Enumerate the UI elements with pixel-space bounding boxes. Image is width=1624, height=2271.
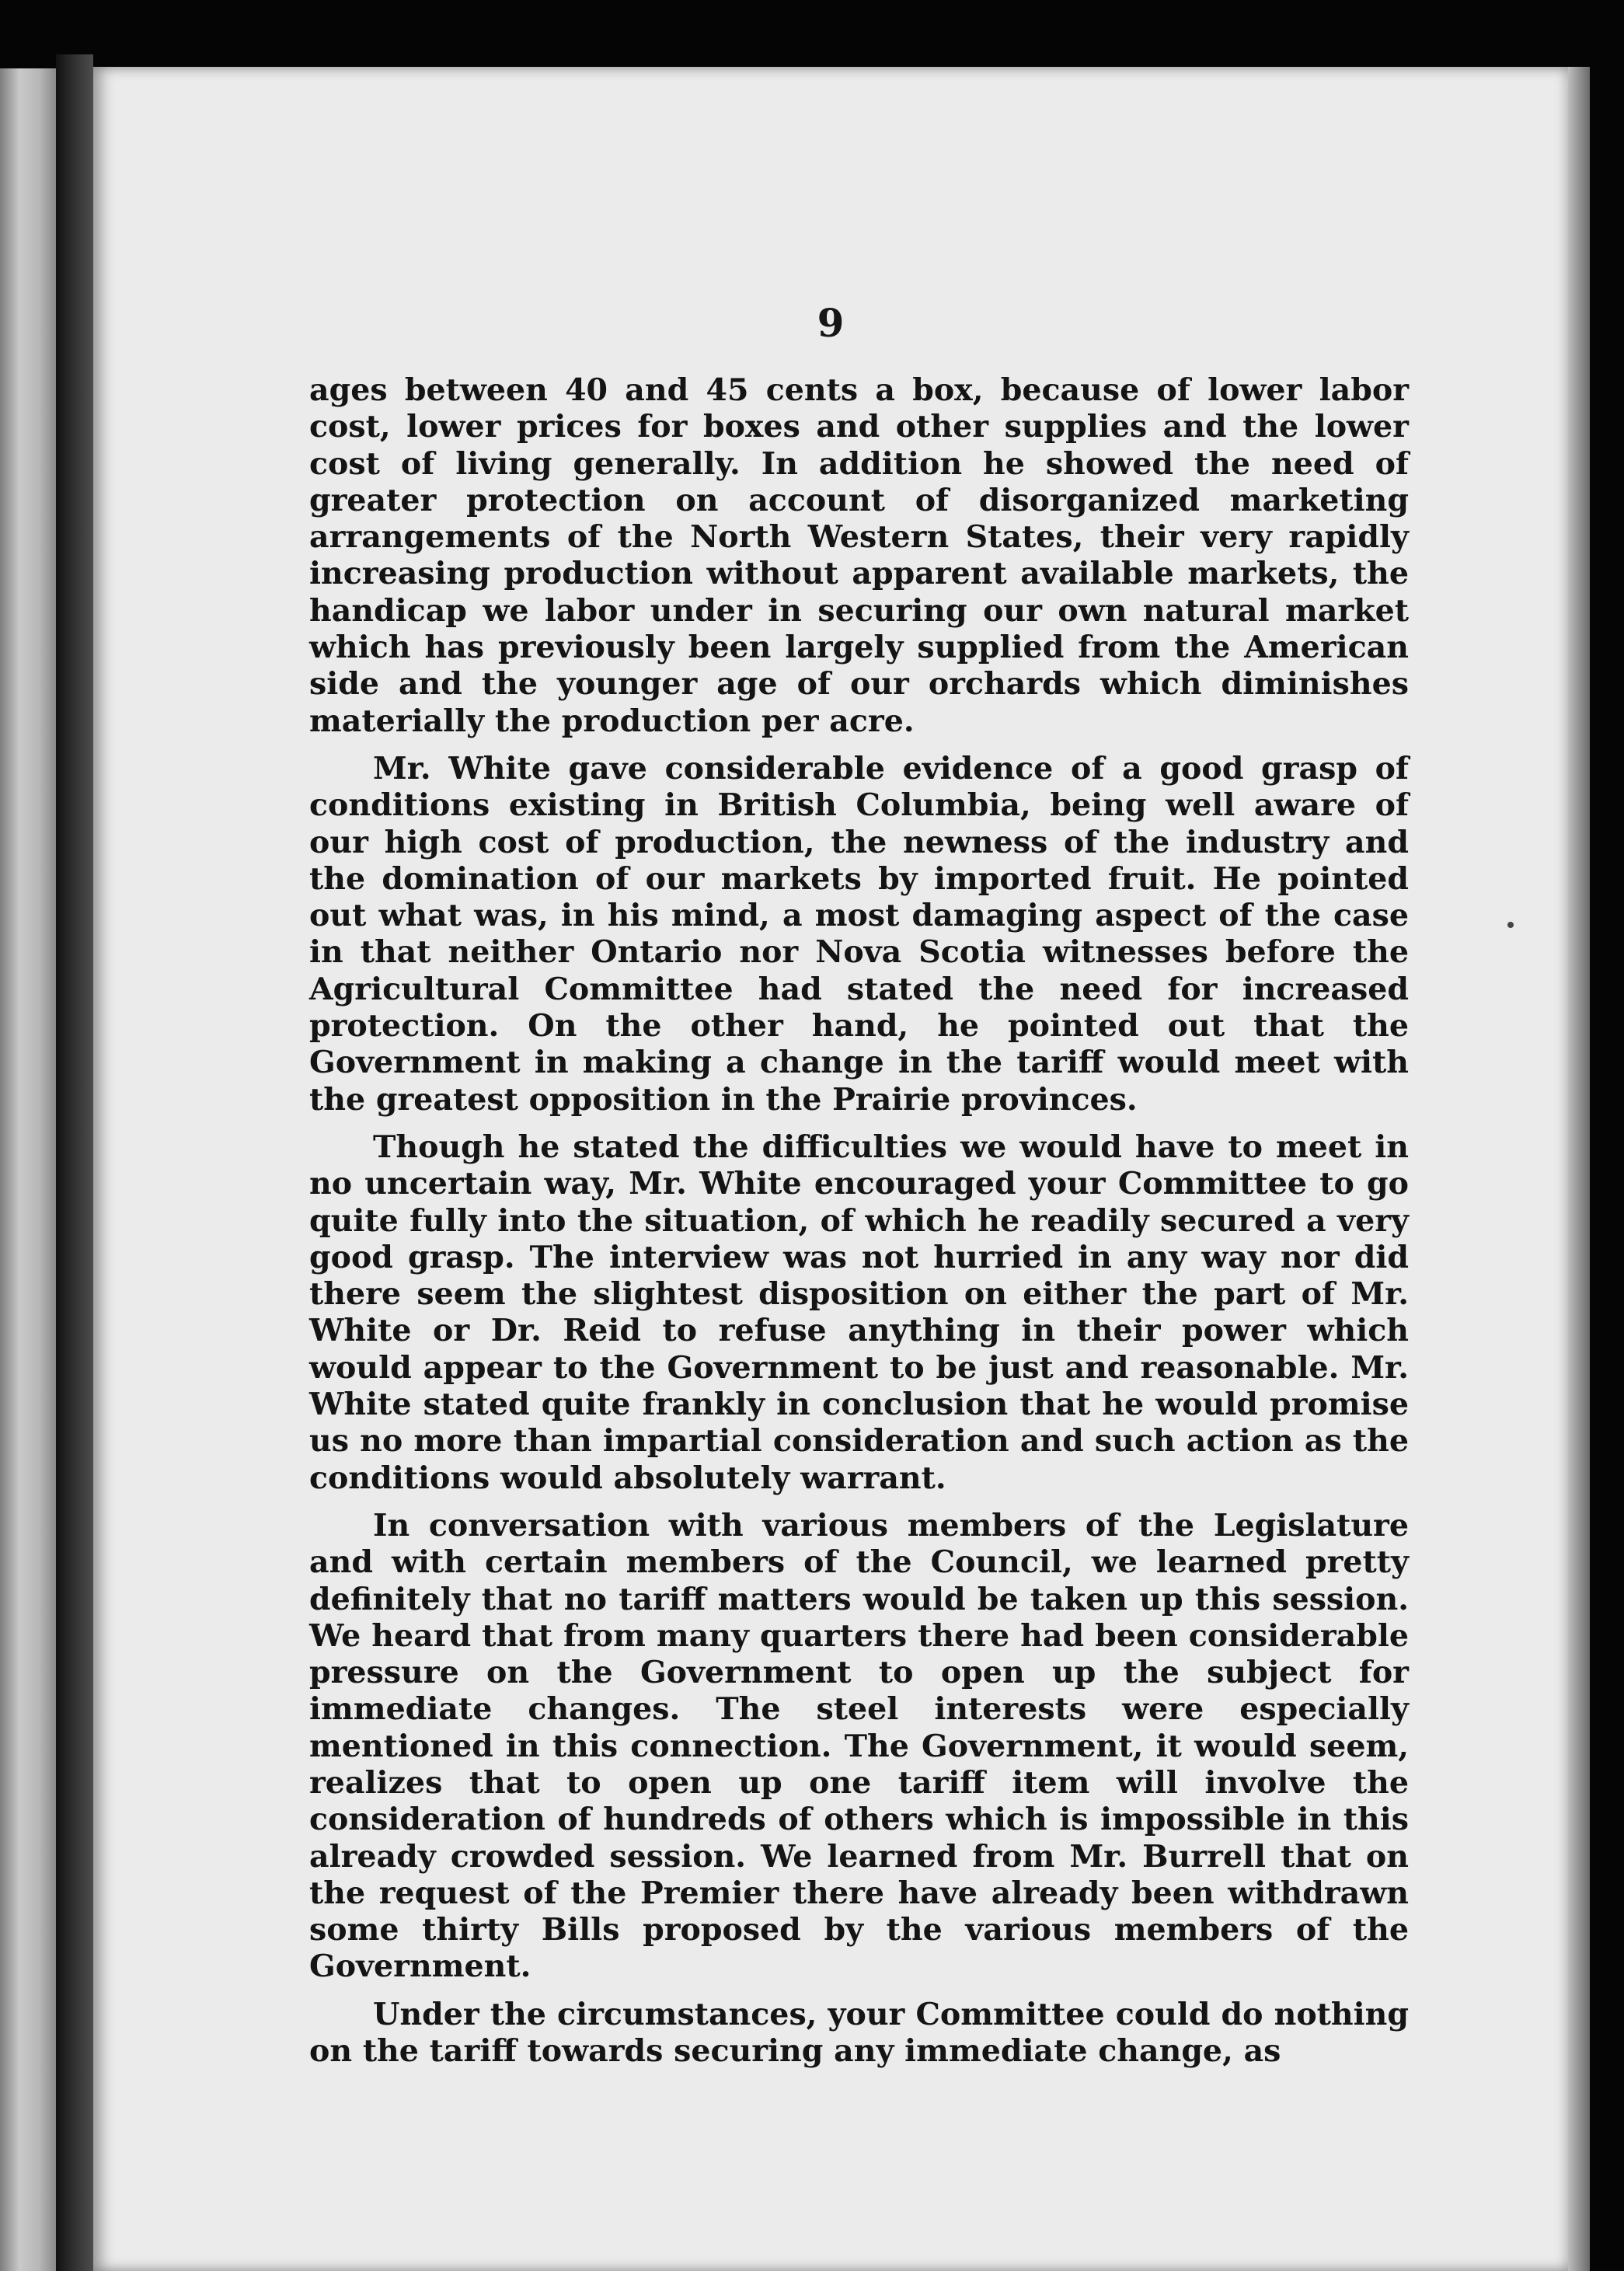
paragraph-4: In conversation with various members of the Legislature and with certain members of the Council, we learned pretty definitely that no tariff matters would be taken up this session. We heard that from many quarters there had been considerable pressure on the Government to open up the subject for immediate changes. The steel interests were especially mentioned in this connection. The Government, it would seem, realizes that to open up one tariff item will involve the consideration of hundreds of others which is impossible in this already crowded session. We learned from Mr. Burrell that on the request of the Premier there have already been withdrawn some thirty Bills proposed by the various members of the Government. — [309, 1507, 1409, 1985]
paragraph-2: Mr. White gave considerable evidence of a good grasp of conditions existing in British Columbia, being well aware of our high cost of production, the newness of the industry and the domination of our markets by imported fruit. He pointed out what was, in his mind, a most damaging aspect of the case in that neither Ontario nor Nova Scotia witnesses before the Agricultural Committee had stated the need for increased protection. On the other hand, he pointed out that the Government in making a change in the tariff would meet with the greatest opposition in the Prairie provinces. — [309, 750, 1409, 1118]
paragraph-5: Under the circumstances, your Committee could do nothing on the tariff towards securing any immediate change, as — [309, 1996, 1409, 2070]
paragraph-3: Though he stated the difficulties we would have to meet in no uncertain way, Mr. White encouraged your Committee to go quite fully into the situation, of which he readily secured a very good grasp. The interview was not hurried in any way nor did there seem the slightest disposition on either the part of Mr. White or Dr. Reid to refuse anything in their power which would appear to the Government to be just and reasonable. Mr. White stated quite frankly in conclusion that he would promise us no more than impartial consideration and such action as the conditions would absolutely warrant. — [309, 1129, 1409, 1496]
page-right-edge-shadow — [1568, 67, 1590, 2271]
adjacent-page-edge — [0, 68, 56, 2271]
scan-speck — [1507, 922, 1514, 928]
scanned-page — [93, 67, 1568, 2271]
page-number: 9 — [817, 300, 845, 346]
paragraph-1: ages between 40 and 45 cents a box, because of lower labor cost, lower prices for boxes and other supplies and the lower cost of living generally. In addition he showed the need of greater protection on account of disorganized marketing arrangements of the North Western States, their very rapidly increasing production without apparent available markets, the handicap we labor under in securing our own natural market which has previously been largely supplied from the American side and the younger age of our orchards which diminishes materially the production per acre. — [309, 372, 1409, 739]
book-gutter — [56, 54, 93, 2271]
body-text — [309, 372, 1409, 2081]
